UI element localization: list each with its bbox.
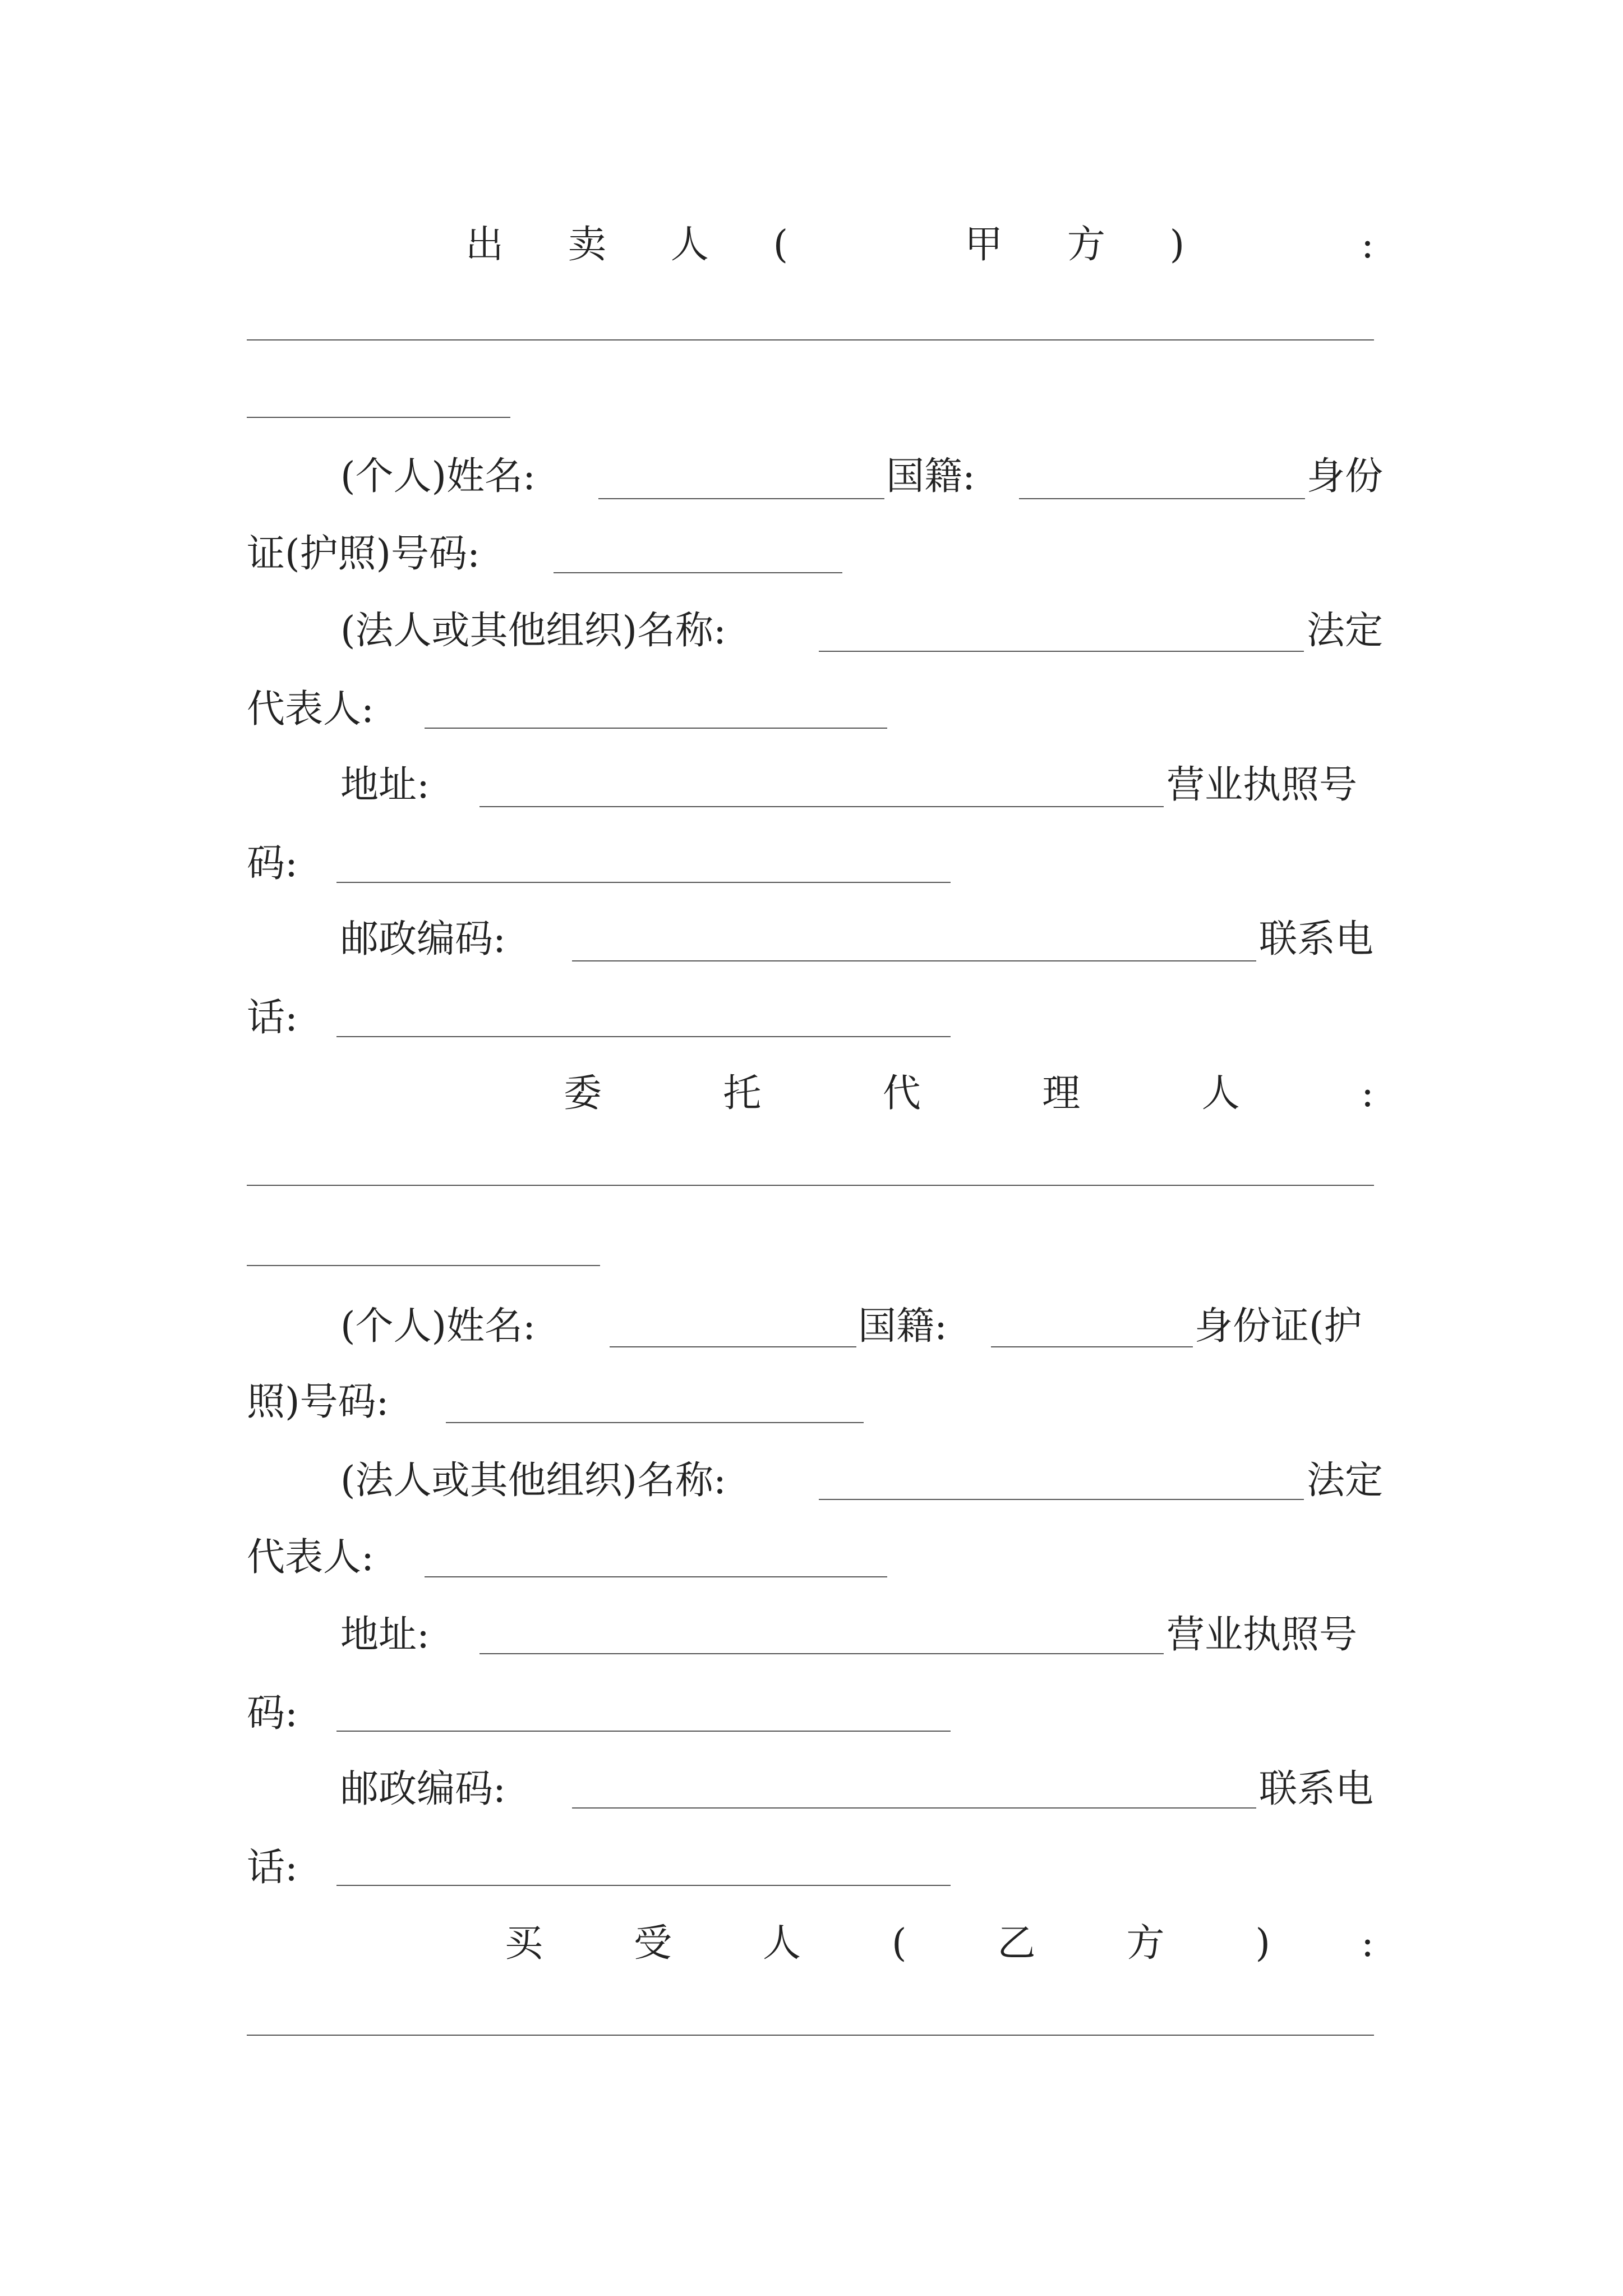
agent-org-name-field[interactable]: [819, 1499, 1304, 1500]
heading-char: 代: [882, 1071, 921, 1116]
seller-nationality-field[interactable]: [1019, 498, 1305, 499]
heading-char: 理: [1042, 1071, 1081, 1116]
heading-char: 买: [505, 1921, 543, 1966]
seller-postal-field[interactable]: [572, 960, 1256, 961]
heading-char: ): [1255, 1921, 1271, 1966]
seller-name-line-1[interactable]: [247, 339, 1374, 341]
heading-char: 乙: [997, 1921, 1036, 1966]
heading-char: 方: [1126, 1921, 1165, 1966]
agent-phone-label-a: 联系电: [1259, 1767, 1374, 1811]
seller-id-label-a: 身份: [1307, 454, 1384, 499]
heading-char: :: [1361, 1921, 1374, 1966]
heading-char: (: [773, 223, 789, 267]
heading-char: (: [892, 1921, 907, 1966]
heading-char: 受: [634, 1921, 672, 1966]
heading-char: :: [1361, 1071, 1374, 1116]
seller-nationality-label: 国籍:: [886, 454, 975, 499]
agent-org-name-label: (法人或其他组织)名称:: [340, 1458, 726, 1503]
heading-char: 委: [564, 1071, 602, 1116]
seller-legal-rep-field[interactable]: [425, 728, 887, 729]
agent-address-label: 地址:: [340, 1613, 430, 1657]
agent-phone-label-b: 话:: [247, 1846, 298, 1890]
seller-license-label-a: 营业执照号: [1166, 763, 1358, 807]
agent-person-name-label: (个人)姓名:: [340, 1304, 536, 1349]
seller-name-line-2[interactable]: [247, 417, 510, 418]
agent-postal-field[interactable]: [572, 1807, 1256, 1809]
seller-org-name-label: (法人或其他组织)名称:: [340, 609, 726, 653]
seller-person-name-label: (个人)姓名:: [340, 454, 536, 499]
seller-legal-rep-label-a: 法定: [1307, 609, 1384, 653]
buyer-name-line-1[interactable]: [247, 2035, 1374, 2036]
agent-name-line-2[interactable]: [247, 1265, 600, 1266]
seller-legal-rep-label-b: 代表人:: [247, 687, 374, 731]
agent-license-label-b: 码:: [247, 1691, 298, 1736]
agent-nationality-field[interactable]: [991, 1346, 1193, 1347]
seller-phone-field[interactable]: [336, 1036, 951, 1037]
seller-license-label-b: 码:: [247, 841, 298, 886]
agent-id-field[interactable]: [446, 1422, 864, 1423]
heading-char: 人: [1201, 1071, 1240, 1116]
agent-postal-label: 邮政编码:: [340, 1767, 506, 1811]
heading-char: 人: [670, 223, 709, 267]
heading-char: 出: [465, 223, 504, 267]
agent-legal-rep-field[interactable]: [425, 1576, 887, 1577]
agent-id-label-a: 身份证(护: [1195, 1304, 1362, 1349]
seller-id-field[interactable]: [554, 572, 842, 573]
agent-address-field[interactable]: [479, 1653, 1164, 1654]
seller-address-field[interactable]: [479, 806, 1164, 807]
seller-heading: [465, 223, 1374, 268]
seller-phone-label-b: 话:: [247, 996, 298, 1040]
agent-license-field[interactable]: [336, 1731, 951, 1732]
agent-person-name-field[interactable]: [610, 1346, 856, 1347]
heading-char: 卖: [568, 223, 606, 267]
heading-char: 甲: [964, 223, 1003, 267]
agent-nationality-label: 国籍:: [858, 1304, 947, 1349]
seller-address-label: 地址:: [340, 763, 430, 807]
seller-license-field[interactable]: [336, 882, 951, 883]
heading-char: 人: [763, 1921, 801, 1966]
agent-heading: [564, 1071, 1374, 1116]
seller-postal-label: 邮政编码:: [340, 917, 506, 961]
buyer-heading: [505, 1921, 1374, 1966]
seller-phone-label-a: 联系电: [1259, 917, 1374, 961]
heading-char: :: [1361, 223, 1374, 267]
seller-person-name-field[interactable]: [598, 498, 884, 499]
agent-name-line-1[interactable]: [247, 1185, 1374, 1186]
heading-char: 托: [723, 1071, 762, 1116]
agent-legal-rep-label-b: 代表人:: [247, 1535, 374, 1580]
heading-char: 方: [1067, 223, 1105, 267]
agent-id-label-b: 照)号码:: [247, 1380, 389, 1424]
agent-phone-field[interactable]: [336, 1885, 951, 1886]
heading-char: ): [1169, 223, 1185, 267]
seller-org-name-field[interactable]: [819, 651, 1304, 652]
agent-legal-rep-label-a: 法定: [1307, 1458, 1384, 1503]
agent-license-label-a: 营业执照号: [1166, 1613, 1358, 1657]
seller-id-label-b: 证(护照)号码:: [247, 532, 480, 576]
